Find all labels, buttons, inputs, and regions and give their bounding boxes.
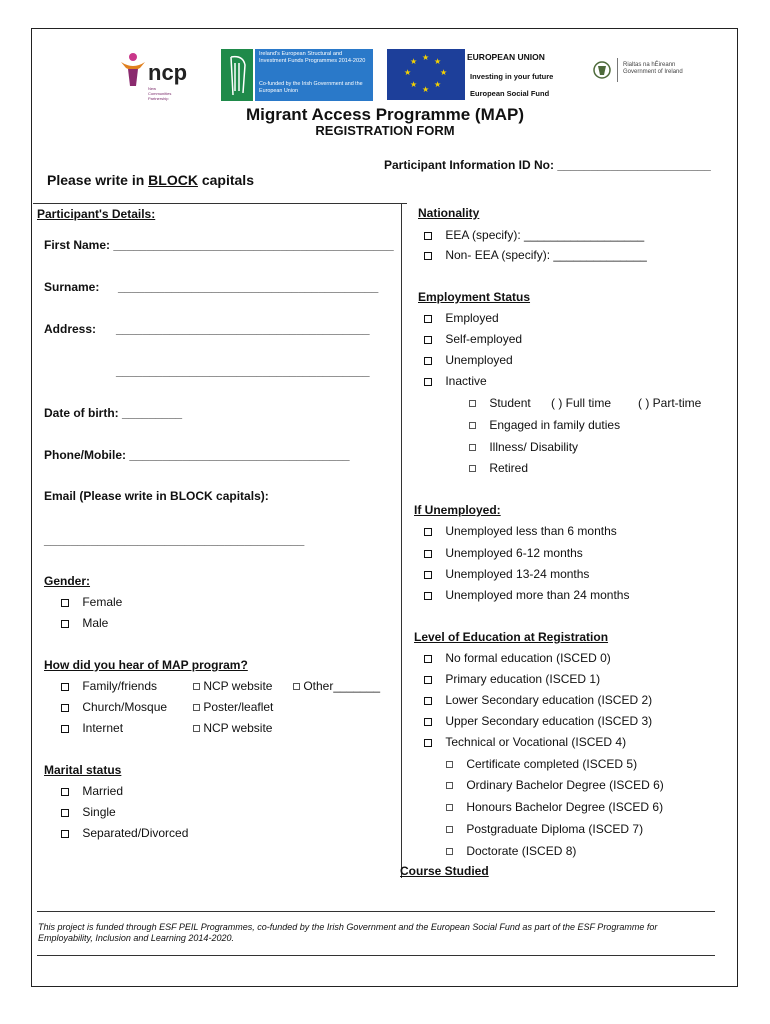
funding-footnote: This project is funded through ESF PEIL Programmes, co-funded by the Irish Government and the European Social Fund as part of the ESF Programme for Employability, Inclusion and Learning 2014-2020. — [38, 922, 658, 943]
hear-option-family[interactable] — [61, 679, 157, 693]
address-field-1[interactable]: ______________________________________ — [116, 322, 370, 336]
hear-option-internet[interactable] — [61, 721, 123, 735]
first-name-field[interactable]: First Name: __________________________________________ — [44, 238, 394, 252]
option-label: Female — [82, 595, 123, 609]
option-label: NCP website — [203, 679, 273, 693]
education-option-3[interactable] — [424, 714, 652, 728]
checkbox[interactable] — [61, 725, 69, 733]
nationality-option-eea[interactable] — [424, 228, 644, 242]
unemployed-option-13-24[interactable] — [424, 567, 589, 581]
address-field-2[interactable]: ______________________________________ — [116, 364, 370, 378]
checkbox[interactable] — [424, 232, 432, 240]
option-label: Employed — [445, 311, 499, 325]
esif-subtitle: Co-funded by the Irish Government and the European Union — [259, 81, 363, 94]
unemployed-option-gt24[interactable] — [424, 588, 629, 602]
checkbox[interactable] — [424, 550, 432, 558]
email-field[interactable]: _______________________________________ — [44, 533, 305, 547]
inactive-option-student[interactable] — [469, 396, 531, 410]
checkbox[interactable] — [469, 422, 476, 429]
option-label: Lower Secondary education (ISCED 2) — [445, 693, 653, 707]
checkbox[interactable] — [469, 444, 476, 451]
esif-logo — [221, 49, 373, 103]
page-title: Migrant Access Programme (MAP) — [245, 105, 525, 124]
hear-option-ncp-website-2[interactable] — [193, 721, 272, 735]
option-label: Unemployed — [445, 353, 513, 367]
nationality-heading: Nationality — [418, 206, 480, 220]
education-sub-6b[interactable] — [446, 800, 663, 814]
checkbox[interactable] — [424, 252, 432, 260]
checkbox[interactable] — [469, 465, 476, 472]
option-label: Unemployed 6-12 months — [445, 546, 583, 560]
option-label: Engaged in family duties — [489, 418, 621, 432]
marital-option-separated[interactable] — [61, 826, 188, 840]
employment-option-inactive[interactable] — [424, 374, 487, 388]
footer-bottom-rule — [37, 955, 715, 956]
option-label: EEA (specify): __________________ — [445, 228, 645, 242]
checkbox[interactable] — [61, 599, 69, 607]
gender-option-female[interactable] — [61, 595, 122, 609]
checkbox[interactable] — [61, 830, 69, 838]
checkbox[interactable] — [61, 704, 69, 712]
checkbox[interactable] — [424, 571, 432, 579]
option-label: Unemployed less than 6 months — [445, 524, 617, 538]
checkbox[interactable] — [61, 809, 69, 817]
checkbox[interactable] — [424, 739, 432, 747]
inactive-option-retired[interactable] — [469, 461, 528, 475]
employment-option-unemployed[interactable] — [424, 353, 513, 367]
education-option-4[interactable] — [424, 735, 626, 749]
address-label: Address: — [44, 322, 97, 336]
option-label: Ordinary Bachelor Degree (ISCED 6) — [466, 778, 664, 792]
ncp-logo — [118, 48, 203, 104]
eu-line1: Investing in your future — [470, 72, 554, 81]
ncp-wordmark: ncp — [148, 60, 188, 85]
gov-text: Rialtas na hÉireann Government of Ireland — [623, 62, 683, 75]
hear-option-ncp-website[interactable] — [193, 679, 272, 693]
option-label: Postgraduate Diploma (ISCED 7) — [466, 822, 644, 836]
option-label: Certificate completed (ISCED 5) — [466, 757, 638, 771]
page-subtitle: REGISTRATION FORM — [315, 123, 455, 138]
checkbox[interactable] — [424, 676, 432, 684]
block-note-emph: BLOCK — [148, 172, 198, 188]
checkbox[interactable] — [424, 357, 432, 365]
marital-option-married[interactable] — [61, 784, 123, 798]
inactive-option-family-duties[interactable] — [469, 418, 620, 432]
option-label: Unemployed more than 24 months — [445, 588, 630, 602]
phone-field[interactable]: Phone/Mobile: _________________________________ — [44, 448, 350, 462]
education-option-2[interactable] — [424, 693, 652, 707]
checkbox[interactable] — [424, 718, 432, 726]
checkbox[interactable] — [193, 683, 200, 690]
option-label: Separated/Divorced — [82, 826, 189, 840]
checkbox[interactable] — [446, 848, 453, 855]
option-label: Non- EEA (specify): ______________ — [445, 248, 647, 262]
option-label: Poster/leaflet — [203, 700, 274, 714]
option-label: Inactive — [445, 374, 487, 388]
option-label: Primary education (ISCED 1) — [445, 672, 601, 686]
inactive-parttime[interactable]: ( ) Part-time — [638, 396, 702, 410]
checkbox[interactable] — [424, 315, 432, 323]
section-divider — [33, 203, 407, 204]
option-label: Student — [489, 396, 531, 410]
employment-option-employed[interactable] — [424, 311, 499, 325]
employment-option-self-employed[interactable] — [424, 332, 522, 346]
ncp-subtext: New Communities Partnership — [148, 86, 172, 101]
option-label: Internet — [82, 721, 124, 735]
option-label: Male — [82, 616, 109, 630]
education-sub-5[interactable] — [446, 757, 637, 771]
option-label: NCP website — [203, 721, 273, 735]
checkbox[interactable] — [424, 528, 432, 536]
surname-label: Surname: — [44, 280, 100, 294]
option-label: Retired — [489, 461, 529, 475]
option-label: Upper Secondary education (ISCED 3) — [445, 714, 653, 728]
option-label: Married — [82, 784, 124, 798]
block-note-pre: Please write in — [47, 172, 149, 188]
option-label: Family/friends — [82, 679, 158, 693]
option-label: Self-employed — [445, 332, 523, 346]
ncp-figure-icon — [118, 52, 148, 88]
checkbox[interactable] — [446, 761, 453, 768]
employment-heading: Employment Status — [418, 290, 531, 304]
option-label: Unemployed 13-24 months — [445, 567, 590, 581]
email-label: Email (Please write in BLOCK capitals): — [44, 489, 269, 503]
education-sub-8[interactable] — [446, 844, 576, 858]
eu-flag-logo: ★ ★ ★ ★ ★ ★ ★ ★ — [387, 49, 465, 100]
harp-icon — [221, 49, 253, 101]
column-divider — [401, 203, 402, 878]
option-label: Single — [82, 805, 116, 819]
participant-details-heading: Participant's Details: — [37, 207, 156, 221]
marital-heading: Marital status — [44, 763, 122, 777]
unemployed-heading: If Unemployed: — [414, 503, 501, 517]
eu-title: EUROPEAN UNION — [467, 52, 545, 62]
checkbox[interactable] — [193, 704, 200, 711]
checkbox[interactable] — [61, 788, 69, 796]
education-heading: Level of Education at Registration — [414, 630, 609, 644]
date-of-birth-field[interactable]: Date of birth: _________ — [44, 406, 183, 420]
education-sub-6a[interactable] — [446, 778, 664, 792]
hear-option-church[interactable] — [61, 700, 167, 714]
gov-logo — [592, 58, 702, 84]
education-sub-7[interactable] — [446, 822, 643, 836]
block-capitals-note — [47, 172, 254, 188]
inactive-option-illness[interactable] — [469, 440, 578, 454]
education-option-1[interactable] — [424, 672, 600, 686]
footer-top-rule — [37, 911, 715, 912]
option-label: Honours Bachelor Degree (ISCED 6) — [466, 800, 664, 814]
unemployed-option-lt6[interactable] — [424, 524, 617, 538]
option-label: Other_______ — [303, 679, 381, 693]
checkbox[interactable] — [424, 697, 432, 705]
option-label: Illness/ Disability — [489, 440, 579, 454]
eu-line2: European Social Fund — [470, 89, 550, 98]
checkbox[interactable] — [424, 592, 432, 600]
checkbox[interactable] — [446, 804, 453, 811]
checkbox[interactable] — [446, 782, 453, 789]
option-label: No formal education (ISCED 0) — [445, 651, 611, 665]
nationality-option-non-eea[interactable] — [424, 248, 647, 262]
education-option-0[interactable] — [424, 651, 611, 665]
marital-option-single[interactable] — [61, 805, 116, 819]
checkbox[interactable] — [424, 378, 432, 386]
checkbox[interactable] — [446, 826, 453, 833]
surname-field[interactable]: _______________________________________ — [118, 280, 379, 294]
checkbox[interactable] — [469, 400, 476, 407]
hear-option-other[interactable] — [293, 679, 380, 693]
checkbox[interactable] — [61, 683, 69, 691]
checkbox[interactable] — [293, 683, 300, 690]
course-studied-label: Course Studied — [400, 864, 489, 878]
participant-id-field[interactable]: Participant Information ID No: _______________________ — [384, 158, 711, 172]
esif-title: Ireland's European Structural and Investment Funds Programmes 2014-2020 — [259, 51, 366, 64]
inactive-fulltime[interactable]: ( ) Full time — [551, 396, 611, 410]
hear-option-poster[interactable] — [193, 700, 273, 714]
checkbox[interactable] — [61, 620, 69, 628]
gender-option-male[interactable] — [61, 616, 108, 630]
option-label: Church/Mosque — [82, 700, 168, 714]
hear-heading: How did you hear of MAP program? — [44, 658, 248, 672]
option-label: Doctorate (ISCED 8) — [466, 844, 577, 858]
block-note-post: capitals — [197, 172, 254, 188]
gov-harp-icon — [592, 60, 612, 80]
checkbox[interactable] — [193, 725, 200, 732]
gender-heading: Gender: — [44, 574, 91, 588]
unemployed-option-6-12[interactable] — [424, 546, 583, 560]
checkbox[interactable] — [424, 336, 432, 344]
option-label: Technical or Vocational (ISCED 4) — [445, 735, 627, 749]
checkbox[interactable] — [424, 655, 432, 663]
